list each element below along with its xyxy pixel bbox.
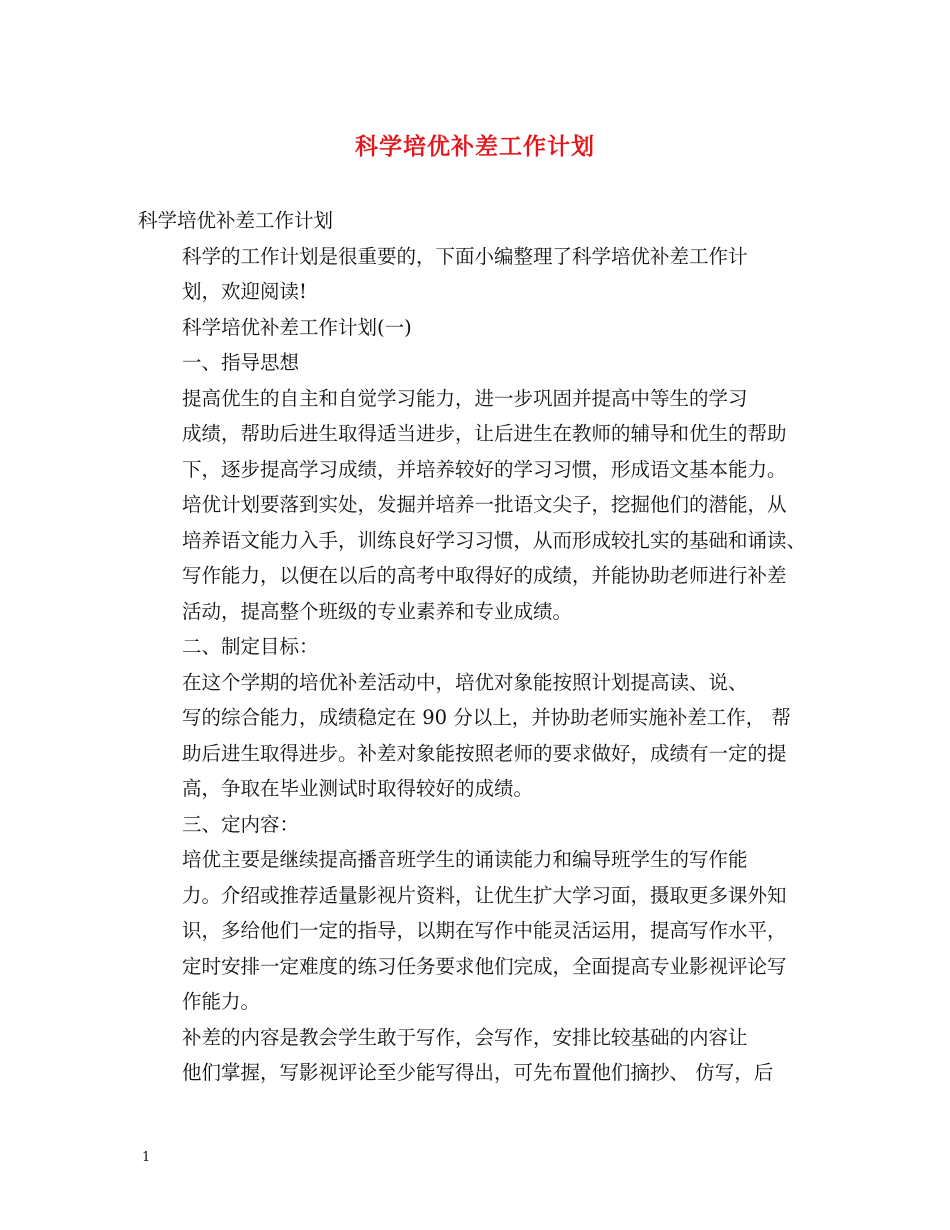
text-line: 高，争取在毕业测试时取得较好的成绩。 (182, 777, 534, 800)
text-line: 助后进生取得进步。补差对象能按照老师的要求做好，成绩有一定的提 (182, 741, 787, 765)
paragraph (138, 345, 813, 381)
paragraph (138, 629, 813, 665)
text-line: 划，欢迎阅读! (182, 280, 307, 303)
paragraph (138, 842, 813, 1020)
paragraph (138, 381, 813, 630)
text-line: 成绩，帮助后进生取得适当进步，让后进生在教师的辅导和优生的帮助 (182, 422, 787, 445)
text-line: 二、制定目标： (182, 635, 319, 658)
text-line: 三、定内容： (182, 812, 300, 836)
paragraph (138, 239, 813, 310)
text-line: 科学培优补差工作计划(一) (182, 315, 412, 339)
text-line: 一、指导思想 (182, 351, 300, 374)
paragraph (138, 1020, 813, 1091)
text-line: 在这个学期的培优补差活动中，培优对象能按照计划提高读、说、 (182, 670, 748, 694)
text-line: 培优计划要落到实处，发掘并培养一批语文尖子，挖掘他们的潜能，从 (182, 493, 787, 516)
document-body (138, 203, 813, 1091)
text-line: 补差的内容是教会学生敢于写作，会写作，安排比较基础的内容让 (182, 1025, 748, 1049)
text-line: 定时安排一定难度的练习任务要求他们完成，全面提高专业影视评论写 (182, 954, 787, 978)
text-line: 科学的工作计划是很重要的，下面小编整理了科学培优补差工作计 (182, 244, 748, 268)
text-line: 写的综合能力，成绩稳定在 90 分以上，并协助老师实施补差工作， 帮 (182, 706, 791, 729)
text-line: 他们掌握，写影视评论至少能写得出，可先布置他们摘抄、 仿写，后 (182, 1061, 774, 1084)
paragraph (138, 203, 813, 239)
paragraph (138, 310, 813, 346)
text-line: 写作能力，以便在以后的高考中取得好的成绩，并能协助老师进行补差 (182, 564, 787, 587)
text-line: 培优主要是继续提高播音班学生的诵读能力和编导班学生的写作能 (182, 848, 748, 871)
paragraph (138, 807, 813, 843)
page-number: 1 (142, 1150, 151, 1165)
text-line: 作能力。 (182, 990, 261, 1013)
text-line: 力。介绍或推荐适量影视片资料，让优生扩大学习面，摄取更多课外知 (182, 883, 787, 907)
text-line: 下，逐步提高学习成绩，并培养较好的学习习惯，形成语文基本能力。 (182, 457, 787, 481)
document-title: 科学培优补差工作计划 (355, 133, 595, 160)
text-line: 活动，提高整个班级的专业素养和专业成绩。 (182, 599, 573, 623)
text-line: 科学培优补差工作计划 (138, 209, 334, 232)
text-line: 识，多给他们一定的指导，以期在写作中能灵活运用，提高写作水平， (182, 919, 787, 942)
text-line: 提高优生的自主和自觉学习能力，进一步巩固并提高中等生的学习 (182, 386, 748, 410)
text-line: 培养语文能力入手，训练良好学习习惯，从而形成较扎实的基础和诵读、 (182, 528, 807, 552)
paragraph (138, 665, 813, 807)
